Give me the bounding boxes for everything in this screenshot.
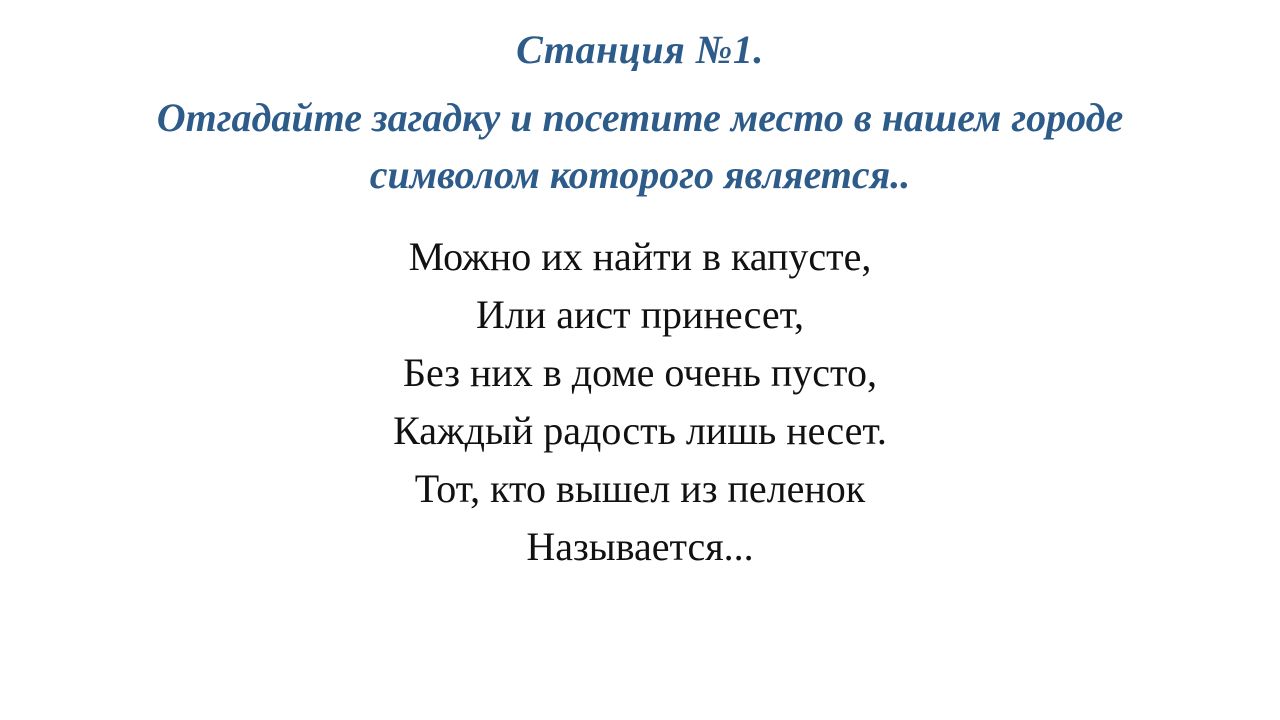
slide-title-block — [90, 24, 1190, 204]
page-subtitle: Отгадайте загадку и посетите место в нашем городе символом которого является.. — [156, 95, 1124, 197]
riddle-line: Называется... — [526, 524, 754, 569]
riddle-line: Или аист принесет, — [475, 292, 805, 337]
riddle-line: Без них в доме очень пусто, — [403, 350, 877, 395]
riddle-line: Можно их найти в капусте, — [408, 234, 872, 279]
riddle-line: Каждый радость лишь несет. — [393, 408, 887, 453]
page-title: Станция №1. — [516, 27, 764, 72]
riddle-line: Тот, кто вышел из пеленок — [414, 466, 866, 511]
riddle-text-block — [90, 228, 1190, 576]
